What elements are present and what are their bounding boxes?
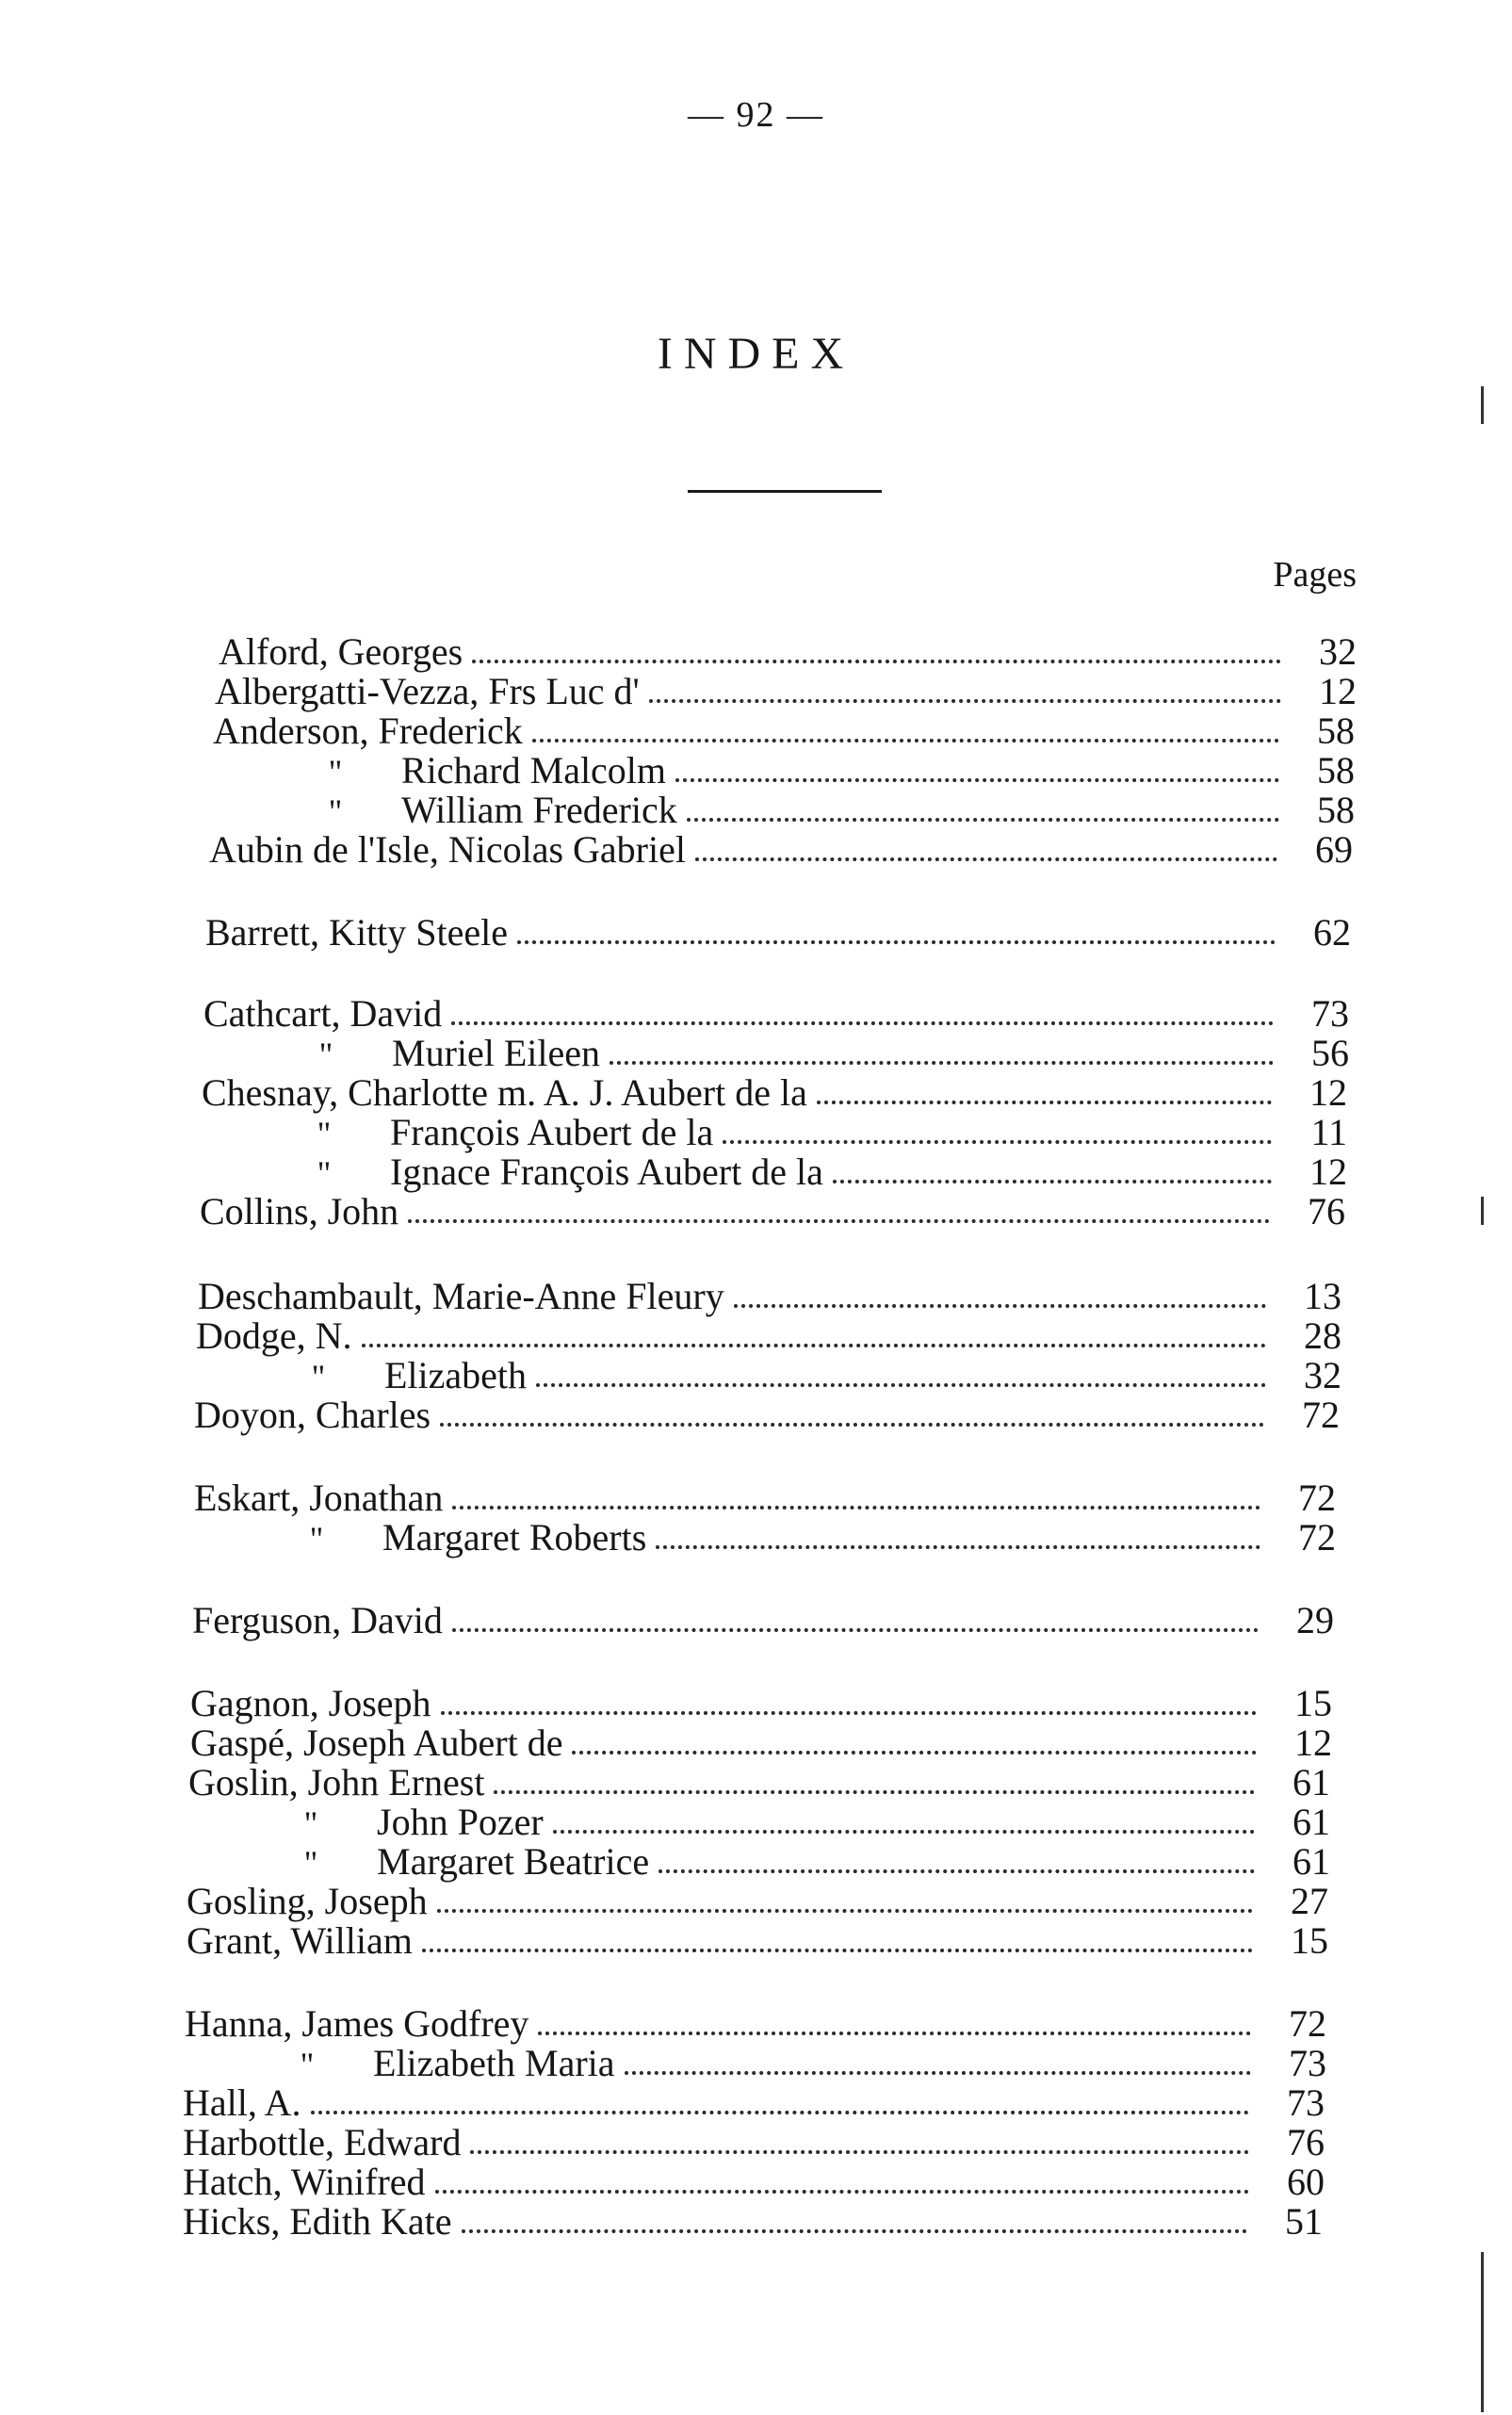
entry-page-number: 15 — [1294, 1682, 1332, 1724]
dot-leader — [437, 1909, 1253, 1913]
entry-name: Anderson, Frederick — [213, 710, 523, 752]
dot-leader — [462, 2229, 1248, 2233]
index-entry — [188, 1841, 1330, 1883]
entry-name: Aubin de l'Isle, Nicolas Gabriel — [209, 828, 686, 871]
dot-leader — [494, 1790, 1255, 1794]
dot-leader — [452, 1506, 1260, 1509]
index-entry — [185, 2003, 1326, 2045]
index-entry — [194, 1477, 1336, 1519]
dot-leader — [435, 2190, 1249, 2194]
entry-name: Gaspé, Joseph Aubert de — [190, 1722, 563, 1764]
index-entry — [196, 1355, 1341, 1396]
dot-leader — [440, 1423, 1264, 1427]
entry-name: William Frederick — [401, 789, 677, 831]
entry-page-number: 32 — [1304, 1354, 1341, 1396]
dot-leader — [649, 699, 1281, 703]
dot-leader — [441, 1711, 1257, 1715]
dot-leader — [610, 1061, 1274, 1065]
entry-name: Hatch, Winifred — [183, 2161, 426, 2203]
ditto-mark: " — [328, 792, 343, 830]
scan-margin-mark — [1481, 1197, 1484, 1225]
entry-name: Hanna, James Godfrey — [185, 2002, 529, 2045]
index-entry — [187, 1881, 1328, 1922]
ditto-mark: " — [303, 1804, 318, 1842]
entry-name: Albergatti-Vezza, Frs Luc d' — [215, 670, 640, 712]
ditto-mark: " — [318, 1036, 333, 1073]
index-entry — [202, 1112, 1347, 1153]
entry-name: Elizabeth — [384, 1354, 528, 1396]
entry-page-number: 72 — [1302, 1394, 1340, 1436]
index-entry — [190, 1722, 1332, 1764]
dot-leader — [625, 2071, 1251, 2075]
entry-page-number: 12 — [1309, 1150, 1347, 1193]
entry-page-number: 12 — [1309, 1071, 1347, 1114]
index-entry — [194, 1517, 1336, 1558]
index-entry — [205, 912, 1351, 954]
ditto-mark: " — [328, 753, 343, 791]
entry-name: Dodge, N. — [196, 1314, 352, 1357]
dot-leader — [311, 2111, 1249, 2114]
page-title: INDEX — [657, 329, 855, 379]
index-entry — [188, 1802, 1330, 1843]
index-entry — [203, 993, 1349, 1035]
entry-page-number: 61 — [1293, 1761, 1330, 1803]
dot-leader — [833, 1180, 1272, 1183]
entry-name: Barrett, Kitty Steele — [205, 911, 509, 954]
dot-leader — [658, 1869, 1255, 1873]
entry-page-number: 58 — [1317, 710, 1355, 752]
entry-name: Richard Malcolm — [401, 749, 667, 791]
entry-name: Hicks, Edith Kate — [183, 2200, 452, 2243]
dot-leader — [451, 1021, 1274, 1025]
dot-leader — [817, 1101, 1272, 1104]
dot-leader — [517, 940, 1276, 944]
entry-name: Elizabeth Maria — [373, 2042, 615, 2084]
entry-name: Margaret Beatrice — [377, 1840, 650, 1883]
entry-page-number: 12 — [1294, 1722, 1332, 1764]
index-entry — [187, 1920, 1328, 1962]
entry-page-number: 76 — [1308, 1190, 1345, 1232]
ditto-mark: " — [311, 1358, 326, 1395]
index-entry — [219, 631, 1357, 673]
index-entry — [213, 790, 1355, 831]
index-entry — [202, 1072, 1347, 1114]
entry-name: Muriel Eileen — [392, 1032, 601, 1074]
entry-page-number: 58 — [1317, 789, 1355, 831]
dot-leader — [452, 1628, 1259, 1632]
index-entry — [183, 2082, 1325, 2124]
entry-page-number: 69 — [1315, 828, 1353, 871]
dot-leader — [536, 1383, 1266, 1387]
index-entry — [183, 2201, 1323, 2243]
index-entry — [213, 750, 1355, 791]
index-entry — [213, 710, 1355, 752]
index-entry — [183, 2122, 1325, 2163]
entry-name: Doyon, Charles — [194, 1394, 431, 1436]
ditto-mark: " — [317, 1154, 332, 1192]
entry-page-number: 62 — [1313, 911, 1351, 954]
entry-page-number: 72 — [1289, 2002, 1326, 2045]
ditto-mark: " — [309, 1520, 324, 1558]
dot-leader — [362, 1344, 1266, 1347]
entry-page-number: 76 — [1287, 2121, 1325, 2163]
entry-page-number: 73 — [1311, 992, 1349, 1035]
entry-page-number: 73 — [1289, 2042, 1326, 2084]
entry-page-number: 32 — [1319, 630, 1357, 673]
entry-page-number: 15 — [1291, 1919, 1328, 1962]
entry-name: François Aubert de la — [390, 1111, 714, 1153]
index-entry — [215, 671, 1357, 712]
ditto-mark: " — [300, 2046, 315, 2083]
index-entry — [185, 2043, 1326, 2084]
entry-page-number: 72 — [1298, 1477, 1336, 1519]
dot-leader — [553, 1830, 1255, 1834]
entry-name: Cathcart, David — [203, 992, 443, 1035]
entry-name: Goslin, John Ernest — [188, 1761, 485, 1803]
entry-name: Margaret Roberts — [382, 1516, 647, 1558]
entry-page-number: 12 — [1319, 670, 1357, 712]
entry-page-number: 11 — [1310, 1111, 1347, 1153]
index-entry — [190, 1683, 1332, 1724]
dot-leader — [687, 818, 1279, 822]
dot-leader — [572, 1751, 1257, 1754]
entry-name: Eskart, Jonathan — [194, 1477, 444, 1519]
entry-name: Gagnon, Joseph — [190, 1682, 431, 1724]
scan-margin-mark — [1481, 386, 1484, 424]
dot-leader — [734, 1304, 1266, 1308]
entry-page-number: 27 — [1291, 1880, 1328, 1922]
scan-margin-mark — [1481, 2252, 1484, 2412]
entry-page-number: 51 — [1285, 2200, 1323, 2243]
dot-leader — [695, 857, 1277, 861]
entry-page-number: 61 — [1293, 1840, 1330, 1883]
index-entry — [200, 1191, 1345, 1232]
entry-page-number: 60 — [1287, 2161, 1325, 2203]
ditto-mark: " — [317, 1115, 332, 1152]
dot-leader — [675, 778, 1279, 782]
index-entry — [203, 1033, 1349, 1074]
entry-page-number: 61 — [1293, 1801, 1330, 1843]
entry-name: Harbottle, Edward — [183, 2121, 462, 2163]
dot-leader — [422, 1949, 1253, 1952]
index-entry — [209, 829, 1353, 871]
entry-name: Chesnay, Charlotte m. A. J. Aubert de la — [202, 1071, 807, 1114]
entry-name: John Pozer — [377, 1801, 544, 1843]
entry-page-number: 13 — [1304, 1275, 1341, 1317]
index-entry — [194, 1395, 1340, 1436]
index-entry — [196, 1315, 1341, 1357]
index-entry — [188, 1762, 1330, 1803]
index-entry — [192, 1600, 1334, 1641]
index-entry — [183, 2162, 1325, 2203]
entry-name: Ferguson, David — [192, 1599, 443, 1641]
entry-page-number: 29 — [1296, 1599, 1334, 1641]
dot-leader — [472, 660, 1281, 663]
entry-name: Grant, William — [187, 1919, 413, 1962]
page-number: — 92 — — [688, 95, 824, 135]
entry-name: Ignace François Aubert de la — [390, 1150, 823, 1193]
entry-page-number: 73 — [1287, 2081, 1325, 2124]
dot-leader — [723, 1140, 1272, 1144]
dot-leader — [470, 2150, 1249, 2154]
dot-leader — [656, 1545, 1260, 1549]
entry-name: Deschambault, Marie-Anne Fleury — [198, 1275, 724, 1317]
entry-name: Collins, John — [200, 1190, 399, 1232]
entry-page-number: 72 — [1298, 1516, 1336, 1558]
index-entry — [202, 1151, 1347, 1193]
entry-name: Hall, A. — [183, 2081, 301, 2124]
dot-leader — [408, 1219, 1270, 1223]
dot-leader — [532, 739, 1279, 742]
index-entry — [198, 1276, 1341, 1317]
entry-name: Alford, Georges — [219, 630, 463, 673]
entry-page-number: 56 — [1311, 1032, 1349, 1074]
entry-page-number: 28 — [1304, 1314, 1341, 1357]
entry-page-number: 58 — [1317, 749, 1355, 791]
dot-leader — [538, 2032, 1251, 2035]
entry-name: Gosling, Joseph — [187, 1880, 428, 1922]
ditto-mark: " — [303, 1844, 318, 1882]
pages-column-header: Pages — [1273, 555, 1357, 595]
